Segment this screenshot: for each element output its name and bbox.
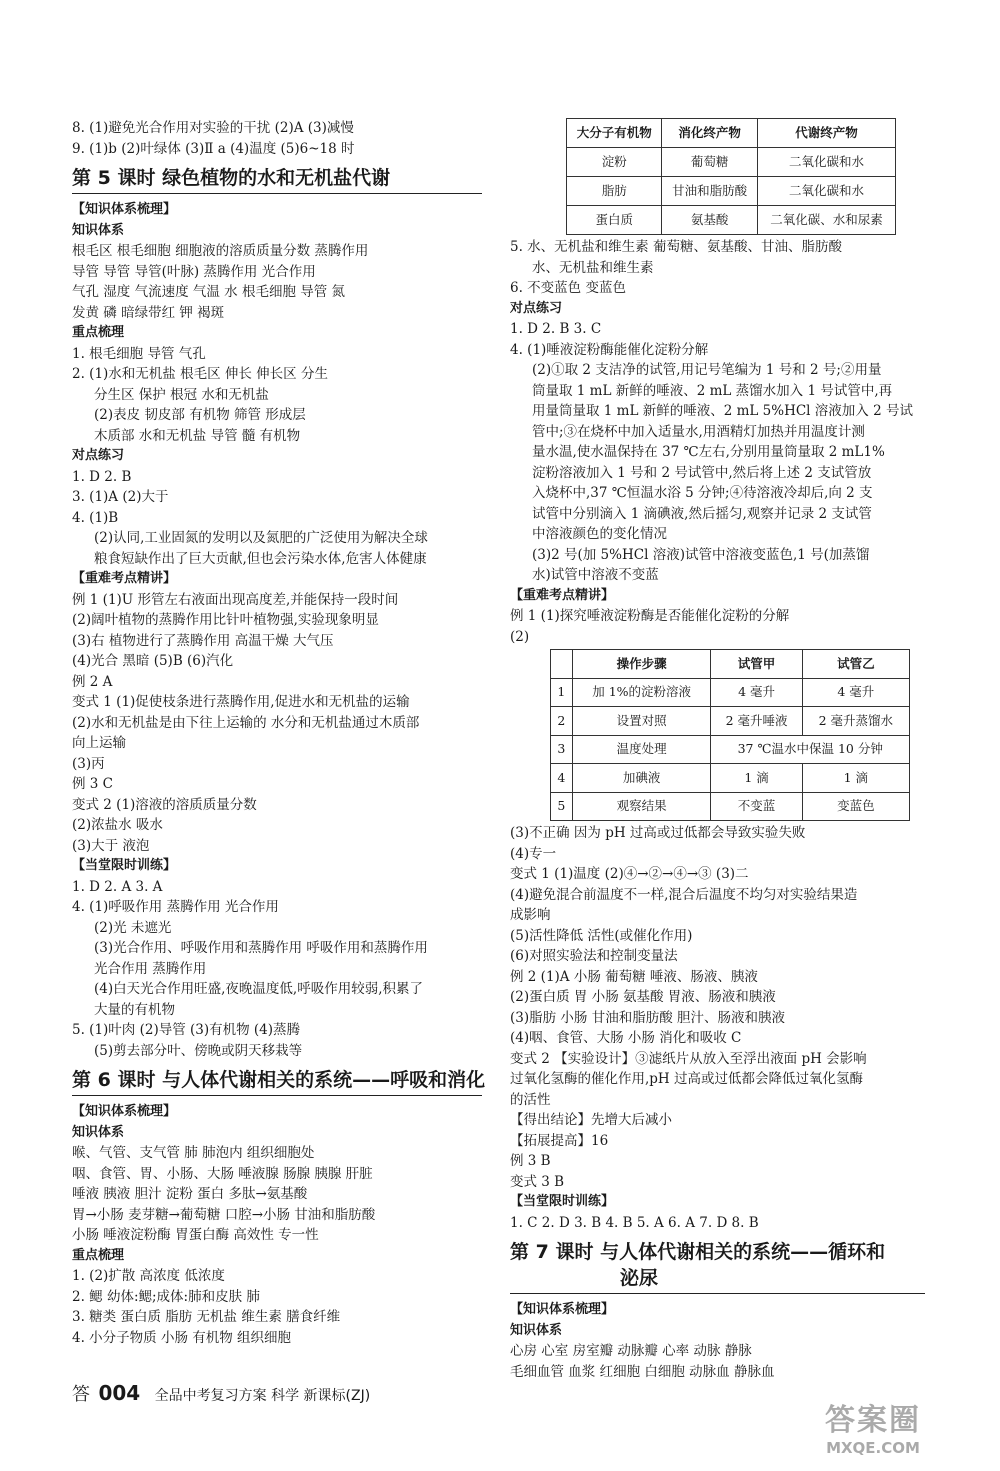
text-line: (3)2 号(加 5%HCl 溶液)试管中溶液变蓝色,1 号(加蒸馏: [532, 546, 870, 563]
text-line: (2)蛋白质 胃 小肠 氨基酸 胃液、肠液和胰液: [510, 989, 776, 1005]
lesson-7-heading: [510, 1239, 925, 1294]
text-line: 量水温,使水温保持在 37 ℃左右,分别用量筒量取 2 mL1%: [532, 444, 885, 460]
table-cell: 3: [551, 735, 573, 764]
text-line: (5)活性降低 活性(或催化作用): [510, 927, 693, 944]
text-line: 1. D 2. A 3. A: [72, 878, 163, 895]
section-label: 【知识体系梳理】: [72, 202, 177, 217]
right-block-c: [510, 1300, 925, 1382]
table-cell: 温度处理: [572, 735, 711, 764]
text-line: (2)水和无机盐是由下往上运输的 水分和无机盐通过木质部: [72, 714, 420, 731]
text-line: (4)咽、食管、大肠 小肠 消化和吸收 C: [510, 1030, 742, 1046]
table-cell: 加碘液: [572, 764, 711, 793]
watermark-url: MXQE.COM: [826, 1439, 920, 1457]
text-line: 咽、食管、胃、小肠、大肠 唾液腺 肠腺 胰腺 肝脏: [72, 1165, 373, 1182]
table-cell: 37 ℃温水中保温 10 分钟: [711, 735, 910, 764]
text-line: 变式 1 (1)促使枝条进行蒸腾作用,促进水和无机盐的运输: [72, 694, 410, 710]
text-line: 胃→小肠 麦芽糖→葡萄糖 口腔→小肠 甘油和脂肪酸: [72, 1206, 376, 1223]
table-cell: 二氧化碳和水: [757, 148, 895, 177]
text-line: 水)试管中溶液不变蓝: [532, 567, 659, 583]
table-cell: 蛋白质: [567, 206, 662, 235]
text-line: 唾液 胰液 胆汁 淀粉 蛋白 多肽→氨基酸: [72, 1186, 308, 1202]
section-label: 【当堂限时训练】: [72, 858, 177, 873]
text-line: (2)表皮 韧皮部 有机物 筛管 形成层: [94, 407, 306, 423]
subsection-label: 对点练习: [510, 300, 563, 316]
text-line: (3)右 植物进行了蒸腾作用 高温干燥 大气压: [72, 632, 334, 649]
lesson-7-heading-line1: 第 7 课时 与人体代谢相关的系统——循环和: [510, 1241, 886, 1263]
table-cell: 淀粉: [567, 148, 662, 177]
section-label: 【知识体系梳理】: [510, 1302, 615, 1317]
text-line: 例 2 (1)A 小肠 葡萄糖 唾液、肠液、胰液: [510, 968, 758, 985]
text-line: 9. (1)b (2)叶绿体 (3)Ⅱ a (4)温度 (5)6~18 时: [72, 140, 355, 157]
text-line: 心房 心室 房室瓣 动脉瓣 心率 动脉 静脉: [510, 1343, 752, 1359]
section-label: 【知识体系梳理】: [72, 1104, 177, 1119]
page-footer: [72, 1380, 370, 1406]
right-block-b: [510, 823, 925, 1233]
table-header-cell: 大分子有机物: [567, 119, 662, 148]
text-line: 水、无机盐和维生素: [532, 259, 654, 276]
table-row: [551, 678, 910, 707]
watermark-title: 答案圈: [825, 1403, 921, 1438]
text-line: 用量筒量取 1 mL 新鲜的唾液、2 mL 5%HCl 溶液加入 2 号试: [532, 403, 913, 419]
table-row: [551, 764, 910, 793]
lesson-heading: 第 5 课时 绿色植物的水和无机盐代谢: [72, 165, 482, 194]
table-cell: 2 毫升蒸馏水: [802, 707, 909, 736]
text-line: 6. 不变蓝色 变蓝色: [510, 280, 626, 296]
text-line: (2)光 未遮光: [94, 919, 172, 936]
table-cell: 2 毫升唾液: [711, 707, 802, 736]
text-line: 1. D 2. B: [72, 468, 132, 485]
table-header-cell: 试管乙: [802, 650, 909, 679]
table-row: [551, 707, 910, 736]
text-line: 粮食短缺作出了巨大贡献,但也会污染水体,危害人体健康: [94, 550, 427, 567]
text-line: 的活性: [510, 1091, 551, 1108]
subsection-label: 知识体系: [510, 1322, 563, 1338]
subsection-label: 知识体系: [72, 222, 125, 238]
lesson-heading: 第 6 课时 与人体代谢相关的系统——呼吸和消化: [72, 1067, 482, 1096]
text-line: 5. (1)叶肉 (2)导管 (3)有机物 (4)蒸腾: [72, 1022, 301, 1038]
text-line: 变式 2 【实验设计】③滤纸片从放入至浮出液面 pH 会影响: [510, 1050, 867, 1067]
table-cell: 葡萄糖: [662, 148, 757, 177]
text-line: 中溶液颜色的变化情况: [532, 526, 667, 542]
text-line: (4)白天光合作用旺盛,夜晚温度低,呼吸作用较弱,积累了: [94, 981, 423, 997]
text-line: 淀粉溶液加入 1 号和 2 号试管中,然后将上述 2 支试管放: [532, 464, 872, 481]
text-line: 【得出结论】先增大后减小: [510, 1112, 672, 1128]
table-row: [551, 792, 910, 821]
text-line: 根毛区 根毛细胞 细胞液的溶质质量分数 蒸腾作用: [72, 243, 369, 259]
text-line: 4. (1)呼吸作用 蒸腾作用 光合作用: [72, 899, 279, 915]
text-line: (2)认同,工业固氮的发明以及氮肥的广泛使用为解决全球: [94, 530, 428, 546]
text-line: (4)光合 黑暗 (5)B (6)汽化: [72, 653, 234, 669]
table-cell: 二氧化碳和水: [757, 177, 895, 206]
table-cell: 不变蓝: [711, 792, 802, 821]
table-cell: 变蓝色: [802, 792, 909, 821]
text-line: 1. D 2. B 3. C: [510, 321, 602, 337]
text-line: (3)脂肪 小肠 甘油和脂肪酸 胆汁、肠液和胰液: [510, 1009, 785, 1026]
table-cell: 4: [551, 764, 573, 793]
table-cell: 二氧化碳、水和尿素: [757, 206, 895, 235]
text-line: 大量的有机物: [94, 1001, 175, 1018]
text-line: 喉、气管、支气管 肺 肺泡内 组织细胞处: [72, 1145, 315, 1161]
table-header-cell: 试管甲: [711, 650, 802, 679]
text-line: 例 1 (1)U 形管左右液面出现高度差,并能保持一段时间: [72, 591, 399, 608]
subsection-label: 重点梳理: [72, 1247, 125, 1263]
table-row: [567, 206, 896, 235]
text-line: 3. (1)A (2)大于: [72, 489, 169, 505]
table-cell: 观察结果: [572, 792, 711, 821]
text-line: (2): [510, 628, 530, 645]
text-line: 管中;③在烧杯中加入适量水,用酒精灯加热并用温度计测: [532, 423, 865, 440]
right-column: [510, 118, 925, 1382]
text-line: 例 1 (1)探究唾液淀粉酶是否能催化淀粉的分解: [510, 608, 790, 624]
section-label: 【重难考点精讲】: [510, 587, 615, 603]
text-line: 发黄 磷 暗绿带红 钾 褐斑: [72, 304, 225, 321]
subsection-label: 知识体系: [72, 1124, 125, 1140]
text-line: 成影响: [510, 907, 551, 923]
right-block-a: [510, 237, 925, 647]
text-line: 4. (1)B: [72, 509, 119, 526]
table-cell: 1 滴: [711, 764, 802, 793]
table-cell: 加 1%的淀粉溶液: [572, 678, 711, 707]
text-line: 【拓展提高】16: [510, 1132, 609, 1149]
footer-tag: 答: [72, 1384, 90, 1405]
text-line: 8. (1)避免光合作用对实验的干扰 (2)A (3)减慢: [72, 120, 354, 136]
section-label: 【当堂限时训练】: [510, 1194, 615, 1209]
text-line: 1. C 2. D 3. B 4. B 5. A 6. A 7. D 8. B: [510, 1214, 759, 1231]
text-line: (3)大于 液泡: [72, 837, 150, 854]
section-label: 【重难考点精讲】: [72, 571, 177, 586]
text-line: 入烧杯中,37 ℃恒温水浴 5 分钟;④待溶液冷却后,向 2 支: [532, 485, 873, 501]
text-line: 2. 鳃 幼体:鳃;成体:肺和皮肤 肺: [72, 1288, 260, 1305]
table-cell: 2: [551, 707, 573, 736]
page-number: 004: [98, 1381, 141, 1405]
text-line: 4. (1)唾液淀粉酶能催化淀粉分解: [510, 341, 709, 358]
text-line: 3. 糖类 蛋白质 脂肪 无机盐 维生素 膳食纤维: [72, 1309, 341, 1325]
text-line: (3)不正确 因为 pH 过高或过低都会导致实验失败: [510, 825, 806, 841]
text-line: (4)专一: [510, 845, 557, 862]
left-column: [72, 118, 486, 1348]
table-cell: 5: [551, 792, 573, 821]
table-cell: 1: [551, 678, 573, 707]
table-row: [551, 735, 910, 764]
text-line: 2. (1)水和无机盐 根毛区 伸长 伸长区 分生: [72, 366, 328, 382]
text-line: 筒量取 1 mL 新鲜的唾液、2 mL 蒸馏水加入 1 号试管中,再: [532, 382, 893, 399]
table-cell: 1 滴: [802, 764, 909, 793]
table-header-cell: 代谢终产物: [757, 119, 895, 148]
text-line: 导管 导管 导管(叶脉) 蒸腾作用 光合作用: [72, 263, 316, 280]
table-cell: 脂肪: [567, 177, 662, 206]
text-line: 4. 小分子物质 小肠 有机物 组织细胞: [72, 1329, 292, 1346]
text-line: 木质部 水和无机盐 导管 髓 有机物: [94, 427, 301, 444]
table-header-cell: 消化终产物: [662, 119, 757, 148]
text-line: 1. (2)扩散 高浓度 低浓度: [72, 1268, 225, 1284]
table-row: [567, 148, 896, 177]
footer-text: 全品中考复习方案 科学 新课标(ZJ): [154, 1388, 371, 1404]
lesson-7-heading-line2: 泌尿: [620, 1267, 659, 1289]
text-line: (2)阔叶植物的蒸腾作用比针叶植物强,实验现象明显: [72, 612, 379, 628]
table-header-cell: [551, 650, 573, 679]
text-line: (3)光合作用、呼吸作用和蒸腾作用 呼吸作用和蒸腾作用: [94, 940, 428, 956]
text-line: 例 2 A: [72, 673, 113, 690]
text-line: 例 3 B: [510, 1153, 551, 1169]
text-line: (3)丙: [72, 755, 105, 772]
text-line: (5)剪去部分叶、傍晚或阴天移栽等: [94, 1042, 303, 1059]
watermark-logo: [825, 1395, 921, 1457]
text-line: (4)避免混合前温度不一样,混合后温度不均匀对实验结果造: [510, 886, 858, 903]
text-line: 例 3 C: [72, 776, 114, 792]
text-line: 小肠 唾液淀粉酶 胃蛋白酶 高效性 专一性: [72, 1227, 319, 1243]
text-line: 过氧化氢酶的催化作用,pH 过高或过低都会降低过氧化氢酶: [510, 1071, 863, 1087]
text-line: 变式 1 (1)温度 (2)④→②→④→③ (3)二: [510, 866, 749, 882]
subsection-label: 对点练习: [72, 448, 125, 463]
table-row: [567, 177, 896, 206]
text-line: 毛细血管 血浆 红细胞 白细胞 动脉血 静脉血: [510, 1363, 775, 1380]
text-line: 变式 3 B: [510, 1173, 565, 1190]
table-header-row: [551, 650, 910, 679]
text-line: 1. 根毛细胞 导管 气孔: [72, 345, 206, 362]
text-line: (2)①取 2 支洁净的试管,用记号笔编为 1 号和 2 号;②用量: [532, 362, 882, 378]
text-line: 光合作用 蒸腾作用: [94, 960, 207, 977]
text-line: 分生区 保护 根冠 水和无机盐: [94, 386, 269, 403]
text-line: 向上运输: [72, 735, 126, 751]
text-line: (2)浓盐水 吸水: [72, 817, 163, 833]
experiment-table: [550, 649, 910, 821]
table-header-row: [567, 119, 896, 148]
text-line: (6)对照实验法和控制变量法: [510, 948, 678, 964]
text-line: 气孔 湿度 气流速度 气温 水 根毛细胞 导管 氮: [72, 284, 346, 300]
text-line: 5. 水、无机盐和维生素 葡萄糖、氨基酸、甘油、脂肪酸: [510, 239, 842, 255]
table-cell: 甘油和脂肪酸: [662, 177, 757, 206]
table-header-cell: 操作步骤: [572, 650, 711, 679]
table-cell: 4 毫升: [802, 678, 909, 707]
text-line: 试管中分别滴入 1 滴碘液,然后摇匀,观察并记录 2 支试管: [532, 505, 872, 522]
subsection-label: 重点梳理: [72, 325, 125, 340]
table-cell: 氨基酸: [662, 206, 757, 235]
text-line: 变式 2 (1)溶液的溶质质量分数: [72, 796, 257, 813]
table-cell: 设置对照: [572, 707, 711, 736]
metabolism-table: [566, 118, 896, 235]
table-cell: 4 毫升: [711, 678, 802, 707]
